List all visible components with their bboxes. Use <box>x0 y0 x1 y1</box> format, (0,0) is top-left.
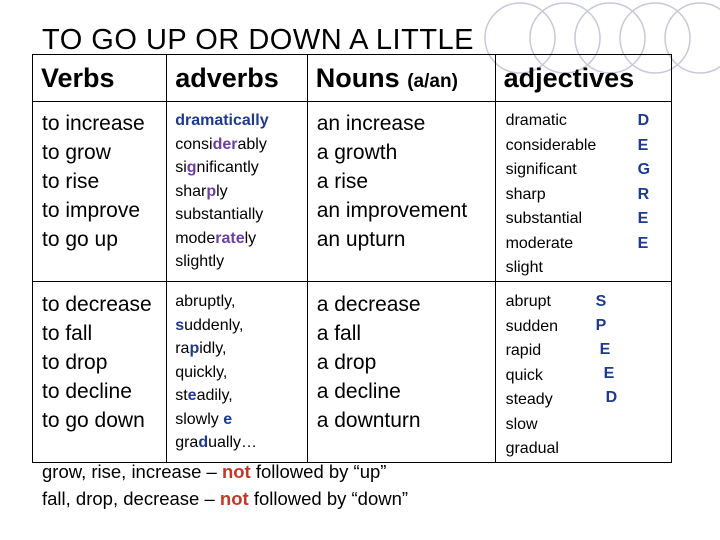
adjective-word: moderate <box>505 234 574 252</box>
adjective-word: slight <box>505 259 543 276</box>
adverb-item <box>175 250 307 274</box>
adverb-item <box>175 290 307 314</box>
header-adjectives: adjectives <box>495 55 671 102</box>
adverb-highlight: p <box>189 340 200 357</box>
verb-item: to increase <box>42 112 145 135</box>
footer-line-1-post: followed by “up” <box>250 461 387 482</box>
header-verbs: Verbs <box>33 55 167 102</box>
noun-item: a fall <box>316 322 362 345</box>
adverb-item <box>175 408 307 432</box>
adjective-item <box>496 364 671 389</box>
adverb-highlight: dramatically <box>175 112 269 129</box>
noun-item: a downturn <box>316 409 421 432</box>
header-row <box>33 55 672 102</box>
adverb-text: shar <box>175 182 207 200</box>
verb-item: to go up <box>42 228 118 251</box>
up-adverbs-cell <box>167 102 308 282</box>
footer-notes <box>42 458 408 512</box>
adverb-text: substantially <box>175 206 264 223</box>
acrostic-letter: P <box>595 317 607 334</box>
verb-item: to decline <box>42 380 132 403</box>
noun-item: an increase <box>316 112 426 135</box>
adverb-item <box>175 384 307 408</box>
footer-line-2 <box>42 485 408 512</box>
verb-item: to fall <box>42 322 93 345</box>
verb-item: to drop <box>42 351 108 374</box>
adverb-text: mode <box>175 229 216 247</box>
adverb-text: uddenly, <box>184 316 244 334</box>
footer-line-1-not: not <box>221 461 251 482</box>
adverb-item <box>175 203 307 227</box>
acrostic-letter: D <box>605 389 618 406</box>
adjective-word: abrupt <box>505 293 551 310</box>
adverb-text: ably <box>237 135 267 153</box>
table-row <box>33 102 672 282</box>
adverb-highlight: g <box>186 159 197 176</box>
down-nouns-cell <box>307 282 495 463</box>
adverb-text: st <box>175 387 188 404</box>
adjective-word: substantial <box>505 210 583 227</box>
noun-item: a decline <box>316 380 401 403</box>
verb-item: to improve <box>42 199 141 222</box>
table-row <box>33 282 672 463</box>
adjective-word: sharp <box>505 185 546 203</box>
adjective-word: rapid <box>505 342 542 359</box>
adjective-word: sudden <box>505 317 559 335</box>
header-adverbs: adverbs <box>167 55 308 102</box>
adverb-highlight: e <box>187 387 197 404</box>
adverb-text: ly <box>244 229 257 247</box>
footer-line-2-pre: fall, drop, decrease – <box>42 488 220 509</box>
adverb-item <box>175 337 307 361</box>
verb-item: to rise <box>42 170 100 193</box>
down-adverbs-cell <box>167 282 308 463</box>
acrostic-letter: G <box>637 161 651 178</box>
noun-item: an improvement <box>316 199 468 222</box>
adverb-highlight: der <box>212 135 238 153</box>
page-title: TO GO UP OR DOWN A LITTLE <box>42 24 475 56</box>
acrostic-letter: D <box>637 112 650 129</box>
adverb-item <box>175 109 307 133</box>
adverb-text: slightly <box>175 253 225 270</box>
adjective-word: dramatic <box>505 112 567 129</box>
adverb-text: gra <box>175 434 199 451</box>
adverb-text: nificantly <box>196 159 259 176</box>
adverb-highlight: s <box>175 316 185 334</box>
footer-line-2-post: followed by “down” <box>248 488 409 509</box>
acrostic-letter: R <box>637 185 650 203</box>
adverb-text: ually… <box>208 434 258 451</box>
adverb-text: slowly <box>175 410 224 428</box>
adjective-word: slow <box>505 415 538 433</box>
adverb-item <box>175 156 307 180</box>
footer-line-1 <box>42 458 408 485</box>
header-nouns <box>307 55 495 102</box>
adverb-item <box>175 227 307 251</box>
acrostic-letter: E <box>637 210 649 227</box>
adverb-text: adily, <box>196 387 233 404</box>
verb-item: to grow <box>42 141 111 164</box>
down-adjectives-cell <box>495 282 671 463</box>
up-nouns-cell <box>307 102 495 282</box>
up-verbs-cell <box>33 102 167 282</box>
adjective-word: significant <box>505 161 577 178</box>
verb-item: to decrease <box>42 293 152 316</box>
adjective-item <box>496 388 671 413</box>
acrostic-letter: E <box>637 234 649 252</box>
adverb-highlight: d <box>198 434 209 451</box>
up-adjectives-cell <box>495 102 671 282</box>
adverb-text: abruptly, <box>175 293 236 310</box>
adverb-text: si <box>175 159 187 176</box>
adjective-word: quick <box>505 366 543 384</box>
acrostic-letter: E <box>637 136 649 154</box>
adverb-item <box>175 431 307 455</box>
down-verbs-cell <box>33 282 167 463</box>
noun-item: a decrease <box>316 293 421 316</box>
noun-item: a rise <box>316 170 369 193</box>
adverb-highlight: p <box>206 182 217 200</box>
adjective-item <box>496 339 671 364</box>
adverb-item <box>175 314 307 338</box>
adjective-item <box>496 437 671 462</box>
noun-item: an upturn <box>316 228 406 251</box>
acrostic-letter: E <box>599 341 611 358</box>
adjective-word: gradual <box>505 440 559 457</box>
adverb-highlight: rate <box>215 229 245 247</box>
noun-item: a drop <box>316 351 377 374</box>
footer-line-2-not: not <box>219 488 249 509</box>
header-nouns-suffix: (a/an) <box>407 70 458 92</box>
adjective-item <box>496 315 671 340</box>
adverb-text: ly <box>216 182 228 200</box>
adverb-text: quickly, <box>175 363 228 381</box>
verb-item: to go down <box>42 409 145 432</box>
adverb-text: ra <box>175 340 190 357</box>
adjective-item <box>496 413 671 438</box>
adjective-item <box>496 256 671 281</box>
acrostic-letter: S <box>595 293 607 310</box>
adjective-word: considerable <box>505 136 597 154</box>
adverb-item <box>175 361 307 385</box>
adverb-item <box>175 133 307 157</box>
adverb-item <box>175 180 307 204</box>
adjective-word: steady <box>505 391 553 408</box>
adverb-text: idly, <box>199 340 227 357</box>
vocabulary-table <box>32 54 672 463</box>
adverb-highlight: e <box>223 410 233 428</box>
adjective-item <box>496 290 671 315</box>
header-nouns-label: Nouns <box>315 62 400 93</box>
noun-item: a growth <box>316 141 398 164</box>
adverb-text: consi <box>175 135 213 153</box>
acrostic-letter: E <box>603 365 615 382</box>
footer-line-1-pre: grow, rise, increase – <box>42 461 222 482</box>
